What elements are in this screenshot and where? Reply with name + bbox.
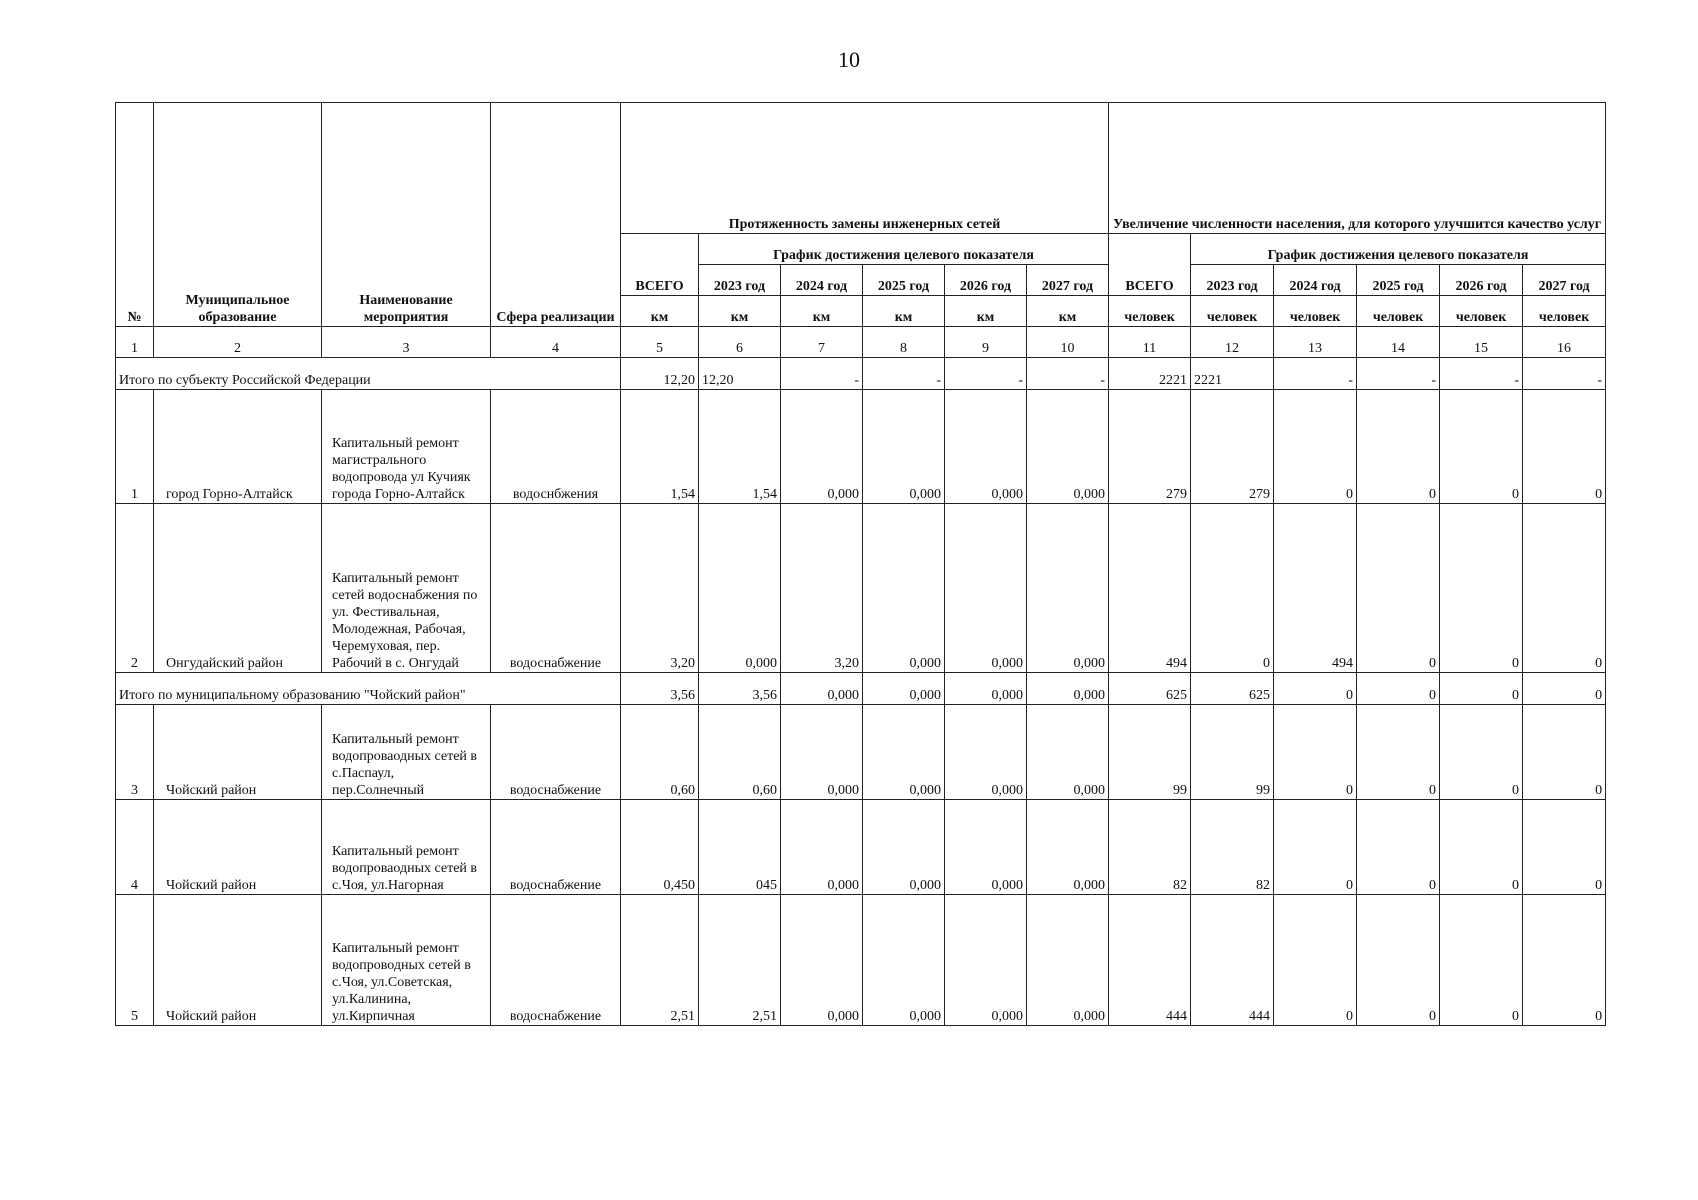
row-people-cell: 0 <box>1274 705 1357 800</box>
row-km-cell: 0,000 <box>1027 800 1109 895</box>
total-federation-label: Итого по субъекту Российской Федерации <box>116 358 621 390</box>
total-cell: 3,56 <box>621 673 699 705</box>
header-year-km: 2025 год <box>863 265 945 296</box>
row-km-cell: 0,000 <box>945 390 1027 504</box>
header-year-people: 2025 год <box>1357 265 1440 296</box>
row-km-cell: 045 <box>699 800 781 895</box>
total-cell: 0 <box>1440 673 1523 705</box>
table-row <box>116 895 1606 1026</box>
header-sphere: Сфера реализации <box>491 103 621 327</box>
row-people-cell: 82 <box>1191 800 1274 895</box>
header-unit-people: человек <box>1523 296 1606 327</box>
row-event: Капитальный ремонт магистрального водопровода ул Кучияк города Горно-Алтайск <box>322 390 491 504</box>
row-no: 4 <box>116 800 154 895</box>
row-people-cell: 0 <box>1357 800 1440 895</box>
row-km-cell: 0,000 <box>781 705 863 800</box>
total-choi-row <box>116 673 1606 705</box>
row-km-cell: 0,000 <box>1027 705 1109 800</box>
row-km-cell: 0,000 <box>945 504 1027 673</box>
header-year-km: 2026 год <box>945 265 1027 296</box>
total-cell: - <box>1357 358 1440 390</box>
header-total-km: ВСЕГО <box>621 234 699 296</box>
row-municipality: Чойский район <box>154 800 322 895</box>
column-number: 7 <box>781 327 863 358</box>
table-row <box>116 800 1606 895</box>
row-km-cell: 0,000 <box>945 895 1027 1026</box>
column-number: 11 <box>1109 327 1191 358</box>
row-people-cell: 0 <box>1440 390 1523 504</box>
row-people-cell: 0 <box>1274 390 1357 504</box>
row-km-cell: 0,000 <box>863 504 945 673</box>
table-row <box>116 705 1606 800</box>
column-numbers-row <box>116 327 1606 358</box>
total-cell: - <box>781 358 863 390</box>
header-no: № <box>116 103 154 327</box>
row-sphere: водоснабжение <box>491 504 621 673</box>
column-number: 16 <box>1523 327 1606 358</box>
row-people-cell: 279 <box>1109 390 1191 504</box>
total-cell: 0 <box>1357 673 1440 705</box>
row-km-cell: 0,000 <box>945 705 1027 800</box>
row-municipality: город Горно-Алтайск <box>154 390 322 504</box>
row-km-cell: 3,20 <box>621 504 699 673</box>
row-people-cell: 444 <box>1109 895 1191 1026</box>
row-km-cell: 3,20 <box>781 504 863 673</box>
row-km-cell: 0,60 <box>699 705 781 800</box>
table-row <box>116 504 1606 673</box>
row-people-cell: 0 <box>1274 800 1357 895</box>
column-number: 1 <box>116 327 154 358</box>
row-event: Капитальный ремонт водопроваодных сетей в с.Чоя, ул.Нагорная <box>322 800 491 895</box>
total-cell: 0,000 <box>781 673 863 705</box>
row-people-cell: 0 <box>1440 895 1523 1026</box>
row-km-cell: 0,60 <box>621 705 699 800</box>
column-number: 5 <box>621 327 699 358</box>
header-group-population: Увеличение численности населения, для которого улучшится качество услуг <box>1109 103 1606 234</box>
data-table <box>115 102 1606 1026</box>
header-unit-people: человек <box>1440 296 1523 327</box>
row-people-cell: 99 <box>1191 705 1274 800</box>
row-sphere: водоснабжение <box>491 800 621 895</box>
row-people-cell: 494 <box>1274 504 1357 673</box>
row-people-cell: 0 <box>1440 504 1523 673</box>
row-no: 3 <box>116 705 154 800</box>
header-unit-km: км <box>781 296 863 327</box>
row-people-cell: 494 <box>1109 504 1191 673</box>
total-cell: 625 <box>1109 673 1191 705</box>
total-federation-row <box>116 358 1606 390</box>
row-municipality: Чойский район <box>154 705 322 800</box>
row-people-cell: 0 <box>1357 705 1440 800</box>
header-unit-people: человек <box>1191 296 1274 327</box>
header-year-km: 2023 год <box>699 265 781 296</box>
column-number: 15 <box>1440 327 1523 358</box>
total-cell: - <box>1440 358 1523 390</box>
column-number: 8 <box>863 327 945 358</box>
row-km-cell: 1,54 <box>699 390 781 504</box>
row-km-cell: 0,000 <box>699 504 781 673</box>
row-km-cell: 0,450 <box>621 800 699 895</box>
total-cell: 2221 <box>1109 358 1191 390</box>
row-people-cell: 0 <box>1357 504 1440 673</box>
header-year-people: 2023 год <box>1191 265 1274 296</box>
header-unit-people: человек <box>1274 296 1357 327</box>
column-number: 2 <box>154 327 322 358</box>
total-cell: 0 <box>1274 673 1357 705</box>
row-people-cell: 0 <box>1523 800 1606 895</box>
header-unit-km: км <box>863 296 945 327</box>
total-cell: - <box>863 358 945 390</box>
row-people-cell: 279 <box>1191 390 1274 504</box>
total-cell: 0 <box>1523 673 1606 705</box>
table-row <box>116 390 1606 504</box>
row-people-cell: 0 <box>1523 390 1606 504</box>
page-number: 10 <box>838 47 860 72</box>
header-unit-km: км <box>699 296 781 327</box>
total-cell: 3,56 <box>699 673 781 705</box>
header-schedule-km: График достижения целевого показателя <box>699 234 1109 265</box>
total-cell: 2221 <box>1191 358 1274 390</box>
row-km-cell: 0,000 <box>1027 504 1109 673</box>
row-sphere: водоснабжение <box>491 895 621 1026</box>
row-km-cell: 0,000 <box>781 895 863 1026</box>
row-event: Капитальный ремонт сетей водоснабжения по ул. Фестивальная, Молодежная, Рабочая, Черемуховая, пер. Рабочий в с. Онгудай <box>322 504 491 673</box>
total-cell: - <box>1274 358 1357 390</box>
row-no: 5 <box>116 895 154 1026</box>
column-number: 9 <box>945 327 1027 358</box>
row-km-cell: 0,000 <box>945 800 1027 895</box>
column-number: 3 <box>322 327 491 358</box>
row-km-cell: 1,54 <box>621 390 699 504</box>
total-cell: - <box>945 358 1027 390</box>
table-body <box>116 103 1606 1026</box>
header-event: Наименование мероприятия <box>322 103 491 327</box>
header-row-groups <box>116 103 1606 234</box>
header-year-km: 2024 год <box>781 265 863 296</box>
column-number: 4 <box>491 327 621 358</box>
column-number: 6 <box>699 327 781 358</box>
row-people-cell: 0 <box>1523 705 1606 800</box>
row-no: 1 <box>116 390 154 504</box>
header-schedule-people: График достижения целевого показателя <box>1191 234 1606 265</box>
row-event: Капитальный ремонт водопроводных сетей в с.Чоя, ул.Советская, ул.Калинина, ул.Кирпичная <box>322 895 491 1026</box>
row-people-cell: 0 <box>1523 504 1606 673</box>
row-municipality: Чойский район <box>154 895 322 1026</box>
total-cell: - <box>1523 358 1606 390</box>
header-year-people: 2026 год <box>1440 265 1523 296</box>
row-people-cell: 0 <box>1274 895 1357 1026</box>
total-cell: 0,000 <box>1027 673 1109 705</box>
row-km-cell: 0,000 <box>1027 895 1109 1026</box>
header-year-people: 2024 год <box>1274 265 1357 296</box>
header-unit-km: км <box>1027 296 1109 327</box>
header-unit-people: человек <box>1357 296 1440 327</box>
total-cell: - <box>1027 358 1109 390</box>
row-people-cell: 99 <box>1109 705 1191 800</box>
header-year-people: 2027 год <box>1523 265 1606 296</box>
row-sphere: водоснабжение <box>491 705 621 800</box>
column-number: 10 <box>1027 327 1109 358</box>
row-km-cell: 0,000 <box>863 390 945 504</box>
row-municipality: Онгудайский район <box>154 504 322 673</box>
row-event: Капитальный ремонт водопроваодных сетей в с.Паспаул, пер.Солнечный <box>322 705 491 800</box>
row-people-cell: 0 <box>1440 800 1523 895</box>
row-km-cell: 0,000 <box>781 390 863 504</box>
row-km-cell: 2,51 <box>621 895 699 1026</box>
row-people-cell: 0 <box>1357 390 1440 504</box>
row-sphere: водоснбжения <box>491 390 621 504</box>
total-cell: 625 <box>1191 673 1274 705</box>
row-km-cell: 0,000 <box>863 705 945 800</box>
row-km-cell: 0,000 <box>781 800 863 895</box>
header-unit-km: км <box>621 296 699 327</box>
header-unit-km: км <box>945 296 1027 327</box>
total-cell: 0,000 <box>945 673 1027 705</box>
header-total-people: ВСЕГО <box>1109 234 1191 296</box>
total-choi-label: Итого по муниципальному образованию "Чойский район" <box>116 673 621 705</box>
row-km-cell: 0,000 <box>1027 390 1109 504</box>
row-km-cell: 0,000 <box>863 895 945 1026</box>
row-people-cell: 0 <box>1191 504 1274 673</box>
header-year-km: 2027 год <box>1027 265 1109 296</box>
total-cell: 0,000 <box>863 673 945 705</box>
row-people-cell: 0 <box>1357 895 1440 1026</box>
total-cell: 12,20 <box>699 358 781 390</box>
header-municipality: Муниципальное образование <box>154 103 322 327</box>
row-no: 2 <box>116 504 154 673</box>
row-km-cell: 0,000 <box>863 800 945 895</box>
row-people-cell: 444 <box>1191 895 1274 1026</box>
header-group-length: Протяженность замены инженерных сетей <box>621 103 1109 234</box>
total-cell: 12,20 <box>621 358 699 390</box>
row-people-cell: 82 <box>1109 800 1191 895</box>
column-number: 14 <box>1357 327 1440 358</box>
row-km-cell: 2,51 <box>699 895 781 1026</box>
row-people-cell: 0 <box>1440 705 1523 800</box>
row-people-cell: 0 <box>1523 895 1606 1026</box>
column-number: 12 <box>1191 327 1274 358</box>
header-unit-people: человек <box>1109 296 1191 327</box>
column-number: 13 <box>1274 327 1357 358</box>
